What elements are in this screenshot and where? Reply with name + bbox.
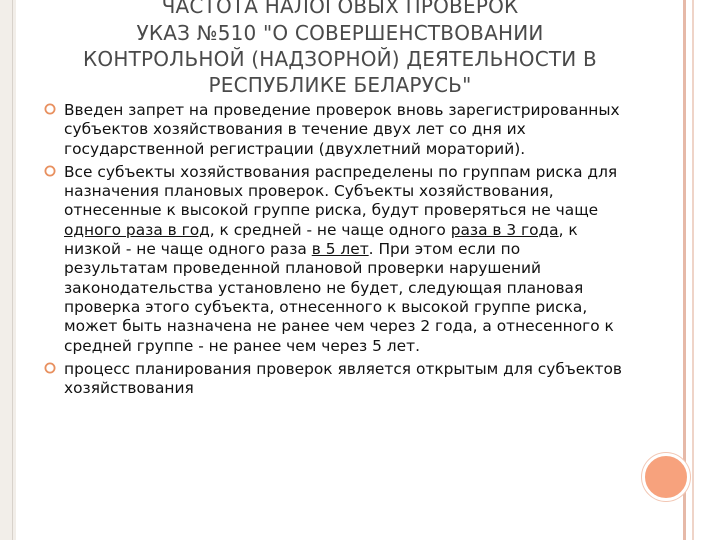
bullet-text-2c: , к низкой - не чаще одного раза [64, 220, 578, 259]
link-in-5-years[interactable]: в 5 лет [311, 240, 369, 259]
link-once-in-3-years[interactable]: раза в 3 года [450, 220, 559, 239]
title-line-4: РЕСПУБЛИКЕ БЕЛАРУСЬ" [208, 73, 472, 97]
right-band-thin-decoration [692, 0, 694, 540]
bullet-item-1 [44, 101, 624, 159]
bullet-mark-icon [44, 103, 56, 115]
left-edge-decoration [0, 0, 16, 540]
bullet-list [44, 101, 624, 402]
bullet-text-2a: Все субъекты хозяйствования распределены по группам риска для назначения плановых проверок. Субъекты хозяйствования, отнесенные к высокой группе риска, будут проверяться не чаще [64, 162, 618, 220]
bullet-text-3: процесс планирования проверок является открытым для субъектов хозяйствования [64, 359, 622, 398]
bullet-mark-icon [44, 362, 56, 374]
bullet-text-2d: . При этом если по результатам проведенной плановой проверки нарушений законодательства установлено не будет, следующая плановая проверка этого субъекта, отнесенного к высокой группе риска, может быть назначена не ранее чем через 2 года, а отнесенного к средней группе - не ранее чем через 5 лет. [64, 240, 614, 355]
bullet-item-2 [44, 163, 624, 356]
right-band-decoration [683, 0, 686, 540]
slide-title [20, 0, 660, 98]
bullet-mark-icon [44, 165, 56, 177]
title-line-2: УКАЗ №510 "О СОВЕРШЕНСТВОВАНИИ [136, 21, 544, 45]
title-line-3: КОНТРОЛЬНОЙ (НАДЗОРНОЙ) ДЕЯТЕЛЬНОСТИ В [83, 47, 597, 71]
left-edge-line [12, 0, 13, 540]
bullet-text-1: Введен запрет на проведение проверок вновь зарегистрированных субъектов хозяйствования в течение двух лет со дня их государственной регистрации (двухлетний мораторий). [64, 101, 620, 158]
bullet-item-3 [44, 360, 624, 399]
title-line-1: ЧАСТОТА НАЛОГОВЫХ ПРОВЕРОК [161, 0, 519, 18]
decorative-circle-icon [642, 453, 690, 501]
bullet-text-2b: , к средней - не чаще одного [209, 220, 451, 239]
link-once-a-year[interactable]: одного раза в год [64, 220, 210, 239]
